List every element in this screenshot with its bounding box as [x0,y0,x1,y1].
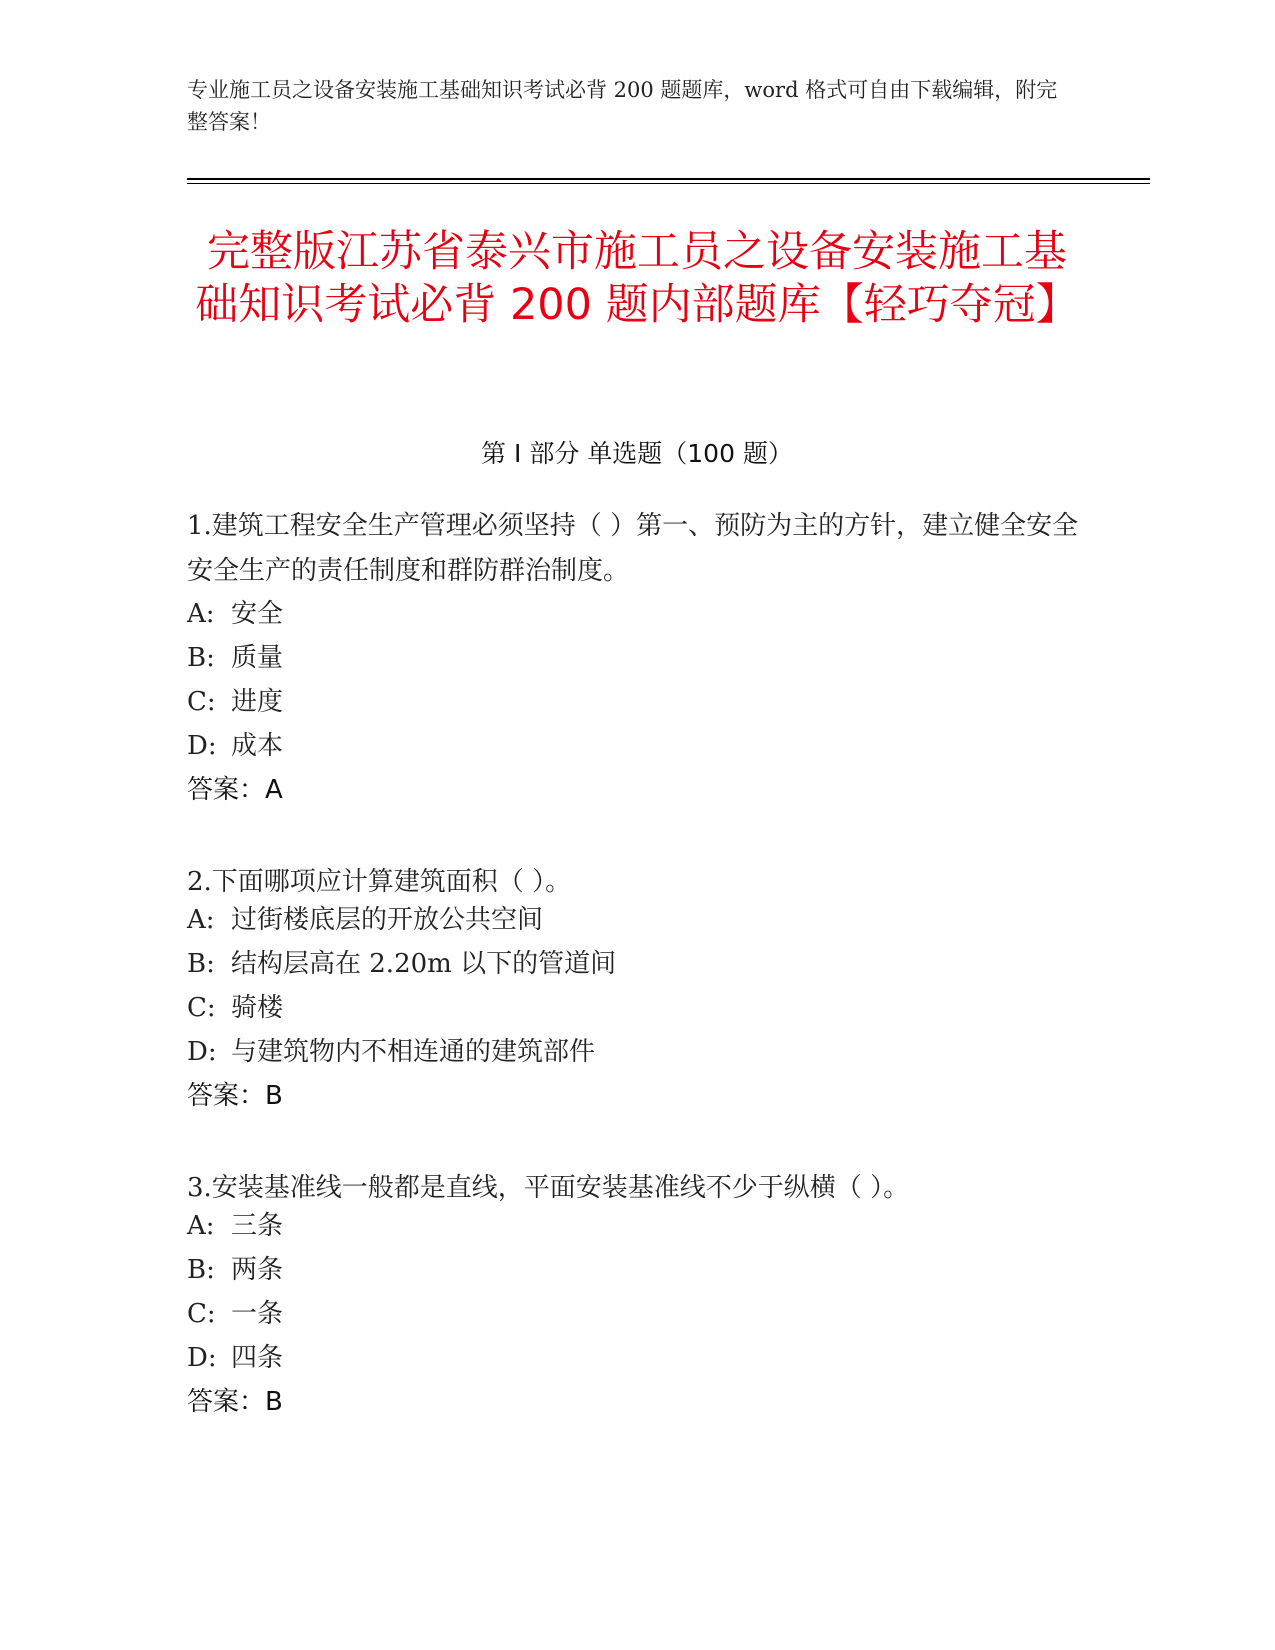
question-1-option-b [187,642,283,674]
question-1-stem: 1.建筑工程安全生产管理必须坚持（ ）第一、预防为主的方针，建立健全安全安全生产的责任制度和群防群治制度。 [187,511,1079,586]
question-2-option-a [187,904,543,936]
option-letter: C: [187,687,216,717]
question-1-answer [187,774,283,806]
option-text: 与建筑物内不相连通的建筑部件 [231,1037,596,1067]
option-text: 成本 [231,731,284,761]
option-text: 三条 [231,1211,284,1241]
document-title: 完整版江苏省泰兴市施工员之设备安装施工基础知识考试必背 200 题内部题库【轻巧夺冠】 [195,227,1079,330]
question-3-stem: 3.安装基准线一般都是直线，平面安装基准线不少于纵横（ ）。 [187,1173,910,1203]
option-letter: C: [187,1299,216,1329]
question-3-answer [187,1386,283,1418]
option-letter: B: [187,1255,215,1285]
option-letter: A: [187,599,215,629]
header-rule [187,178,1150,180]
option-text: 四条 [231,1343,284,1373]
answer-label: 答案： [187,1081,266,1111]
option-letter: D: [187,1343,217,1373]
option-text: 安全 [231,599,284,629]
option-letter: A: [187,905,215,935]
option-text: 骑楼 [231,993,284,1023]
option-letter: A: [187,1211,215,1241]
option-text: 一条 [231,1299,284,1329]
question-1-option-d [187,730,283,762]
section-heading: 第 I 部分 单选题（100 题） [481,439,793,468]
answer-label: 答案： [187,1387,266,1417]
option-text: 两条 [231,1255,284,1285]
question-3-option-d [187,1342,283,1374]
answer-value: B [265,1081,283,1111]
header-note: 专业施工员之设备安装施工基础知识考试必背 200 题题库，word 格式可自由下载编辑，附完整答案！ [187,78,1058,134]
answer-value: B [265,1387,283,1417]
question-2-option-c [187,992,283,1024]
option-text: 过街楼底层的开放公共空间 [231,905,544,935]
option-letter: D: [187,731,217,761]
option-letter: C: [187,993,216,1023]
option-text: 进度 [231,687,284,717]
question-1-option-a [187,598,283,630]
question-2-answer [187,1080,283,1112]
question-1-option-c [187,686,283,718]
option-text: 结构层高在 2.20m 以下的管道间 [231,949,617,979]
option-letter: D: [187,1037,217,1067]
option-text: 质量 [231,643,284,673]
header-rule-thin [187,183,1150,184]
question-2-option-b [187,948,616,980]
option-letter: B: [187,949,215,979]
question-2-option-d [187,1036,595,1068]
answer-label: 答案： [187,775,266,805]
option-letter: B: [187,643,215,673]
answer-value: A [265,775,283,805]
question-2-stem: 2.下面哪项应计算建筑面积（ ）。 [187,867,572,897]
question-3-option-a [187,1210,283,1242]
question-3-option-c [187,1298,283,1330]
question-3-option-b [187,1254,283,1286]
